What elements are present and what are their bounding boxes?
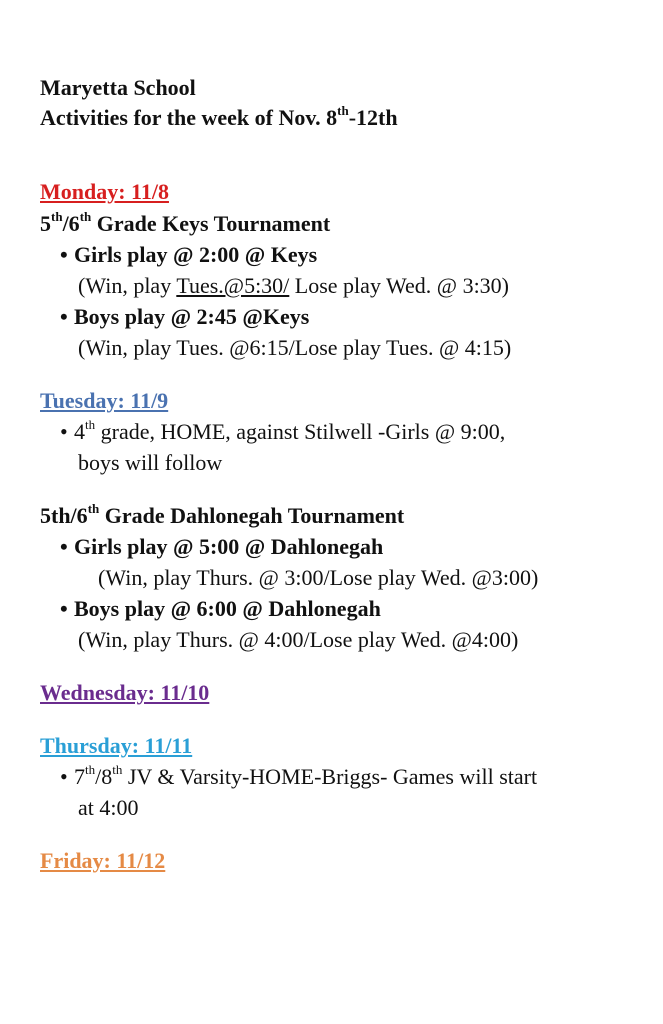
bullet-icon: • <box>60 242 68 267</box>
thursday-heading: Thursday: 11/11 <box>40 733 193 758</box>
bullet-icon: • <box>60 304 68 329</box>
keys-girls-detail-b: Lose play Wed. @ 3:30) <box>289 273 510 298</box>
dahlonegah-tournament-title <box>40 502 404 530</box>
keys-girls-title: Girls play @ 2:00 @ Keys <box>74 242 318 267</box>
bullet-icon: • <box>60 534 68 559</box>
wednesday-heading: Wednesday: 11/10 <box>40 680 210 705</box>
school-name-text: Maryetta School <box>40 75 196 100</box>
dahlonegah-boys-item <box>60 595 381 623</box>
keys-boys-title: Boys play @ 2:45 @Keys <box>74 304 310 329</box>
keys-title-b: /6 <box>62 211 80 236</box>
week-title <box>40 104 398 132</box>
keys-title-a: 5 <box>40 211 51 236</box>
dahlonegah-girls-item <box>60 533 383 561</box>
school-name <box>40 74 196 102</box>
stilwell-a: 4 <box>74 419 85 444</box>
dahlonegah-girls-title: Girls play @ 5:00 @ Dahlonegah <box>74 534 384 559</box>
stilwell-a-sup: th <box>85 416 96 432</box>
keys-girls-detail-a: (Win, play <box>78 273 177 298</box>
friday-heading: Friday: 11/12 <box>40 848 166 873</box>
keys-girls-detail <box>78 272 509 300</box>
briggs-item <box>60 763 537 791</box>
monday-heading: Monday: 11/8 <box>40 179 169 204</box>
briggs-b: /8 <box>95 764 113 789</box>
dahlonegah-girls-detail: (Win, play Thurs. @ 3:00/Lose play Wed. @3:00) <box>98 565 539 590</box>
week-title-prefix: Activities for the week of Nov. 8 <box>40 105 338 130</box>
bullet-icon: • <box>60 596 68 621</box>
briggs-b-sup: th <box>112 761 123 777</box>
dahlonegah-title-b: Grade Dahlonegah Tournament <box>99 503 405 528</box>
keys-tournament-title <box>40 210 330 238</box>
stilwell-item <box>60 418 505 446</box>
keys-title-a-sup: th <box>51 208 63 224</box>
dahlonegah-title-a: 5th/6 <box>40 503 88 528</box>
bullet-icon: • <box>60 764 68 789</box>
keys-title-c: Grade Keys Tournament <box>91 211 331 236</box>
keys-boys-item <box>60 303 309 331</box>
week-title-sup: th <box>337 102 349 118</box>
dahlonegah-boys-detail: (Win, play Thurs. @ 4:00/Lose play Wed. @4:00) <box>78 627 519 652</box>
stilwell-b: grade, HOME, against Stilwell -Girls @ 9:00, <box>95 419 506 444</box>
stilwell-line2: boys will follow <box>78 450 223 475</box>
briggs-a-sup: th <box>85 761 96 777</box>
keys-boys-detail: (Win, play Tues. @6:15/Lose play Tues. @ 4:15) <box>78 335 512 360</box>
keys-title-b-sup: th <box>79 208 92 224</box>
bullet-icon: • <box>60 419 68 444</box>
briggs-c: JV & Varsity-HOME-Briggs- Games will start <box>122 764 538 789</box>
week-title-suffix: -12th <box>348 105 398 130</box>
tuesday-heading: Tuesday: 11/9 <box>40 388 169 413</box>
keys-girls-item <box>60 241 317 269</box>
briggs-line2: at 4:00 <box>78 795 139 820</box>
dahlonegah-title-a-sup: th <box>87 500 100 516</box>
dahlonegah-boys-title: Boys play @ 6:00 @ Dahlonegah <box>74 596 381 621</box>
briggs-a: 7 <box>74 764 85 789</box>
keys-girls-detail-link[interactable]: Tues.@5:30/ <box>176 273 290 298</box>
